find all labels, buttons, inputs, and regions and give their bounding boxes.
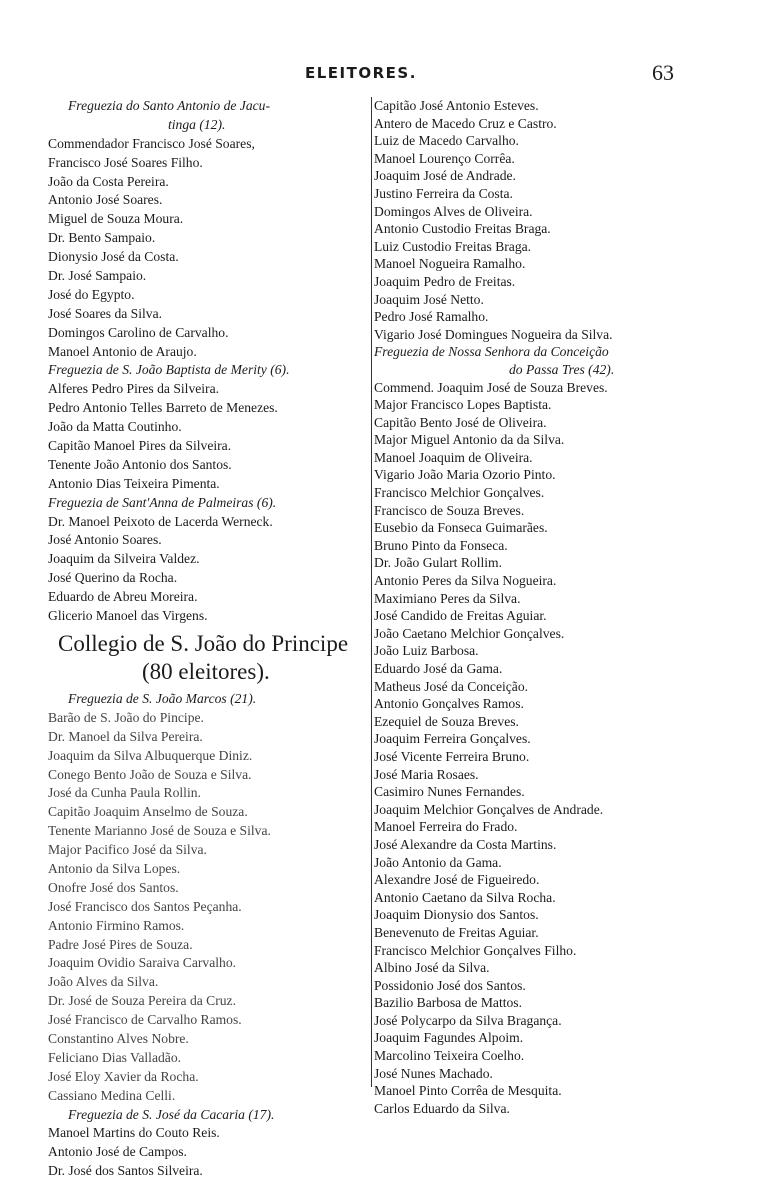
elector-name: Domingos Carolino de Carvalho. [48,324,229,340]
elector-name: Antonio Gonçalves Ramos. [374,696,524,712]
elector-name: Manoel Pinto Corrêa de Mesquita. [374,1083,562,1099]
elector-name: José Polycarpo da Silva Bragança. [374,1012,562,1028]
elector-name: Joaquim Ovidio Saraiva Carvalho. [48,955,237,971]
elector-name: Major Miguel Antonio da da Silva. [374,432,565,448]
elector-name: José Nunes Machado. [374,1065,493,1081]
elector-name: João da Matta Coutinho. [48,419,182,435]
elector-name: Luiz de Macedo Carvalho. [374,133,519,149]
elector-name: João Luiz Barbosa. [374,643,479,659]
elector-name: Bruno Pinto da Fonseca. [374,537,508,553]
elector-name: Benevenuto de Freitas Aguiar. [374,924,539,940]
elector-name: Joaquim José Netto. [374,291,484,307]
elector-name: Joaquim Fagundes Alpoim. [374,1030,524,1046]
elector-name: Carlos Eduardo da Silva. [374,1100,510,1116]
elector-name: Joaquim Melchior Gonçalves de Andrade. [374,801,604,817]
elector-name: José Maria Rosaes. [374,766,479,782]
elector-name: Manoel Martins do Couto Reis. [48,1125,220,1141]
elector-name: Dionysio José da Costa. [48,249,179,265]
elector-name: José Francisco de Carvalho Ramos. [48,1012,242,1028]
elector-name: Pedro José Ramalho. [374,309,489,325]
elector-name: João Caetano Melchior Gonçalves. [374,625,565,641]
elector-name: Manoel Joaquim de Oliveira. [374,449,533,465]
elector-name: Vigario João Maria Ozorio Pinto. [374,467,556,483]
elector-name: Alexandre José de Figueiredo. [374,872,540,888]
elector-name: Ezequiel de Souza Breves. [374,713,519,729]
elector-name: Padre José Pires de Souza. [48,936,193,952]
elector-name: José Vicente Ferreira Bruno. [374,748,530,764]
elector-name: José Francisco dos Santos Peçanha. [48,898,242,914]
elector-name: Major Francisco Lopes Baptista. [374,397,552,413]
elector-name: Antonio Peres da Silva Nogueira. [374,573,557,589]
elector-name: Antonio Custodio Freitas Braga. [374,221,551,237]
elector-name: Eusebio da Fonseca Guimarães. [374,520,548,536]
elector-name: Eduardo José da Gama. [374,661,503,676]
elector-name: José Alexandre da Costa Martins. [374,836,557,852]
elector-name: Onofre José dos Santos. [48,879,179,895]
elector-name: José do Egypto. [48,286,135,302]
page-header [0,62,768,88]
section-heading-continued: tinga (12). [168,116,226,132]
elector-name: Francisco Melchior Gonçalves Filho. [374,942,577,958]
elector-name: Justino Ferreira da Costa. [374,185,513,201]
elector-name: João Antonio da Gama. [374,854,502,870]
right-column [371,97,719,1116]
elector-name: Miguel de Souza Moura. [48,211,184,227]
elector-name: Joaquim da Silva Albuquerque Diniz. [48,747,253,763]
elector-name: Manoel Ferreira do Frado. [374,819,518,835]
elector-name: João da Costa Pereira. [48,173,169,189]
section-heading: Freguezia de S. José da Cacaria (17). [68,1106,275,1122]
elector-name: Antero de Macedo Cruz e Castro. [374,115,557,131]
elector-name: Major Pacifico José da Silva. [48,842,207,858]
elector-name: Tenente João Antonio dos Santos. [48,456,232,472]
elector-name: Dr. Bento Sampaio. [48,230,156,246]
elector-name: Barão de S. João do Pincipe. [48,709,204,725]
elector-name: José Candido de Freitas Aguiar. [374,608,547,624]
elector-name: Pedro Antonio Telles Barreto de Menezes. [48,400,278,416]
elector-name: Casimiro Nunes Fernandes. [374,784,525,800]
elector-name: Capitão Manoel Pires da Silveira. [48,438,232,454]
elector-name: Joaquim Dionysio dos Santos. [374,907,539,923]
elector-name: Domingos Alves de Oliveira. [374,203,533,219]
elector-name: Cassiano Medina Celli. [48,1087,176,1103]
elector-list [374,379,719,1118]
elector-name: Dr. João Gulart Rollim. [374,555,502,571]
elector-list [48,513,366,626]
section-heading: Freguezia de Sant'Anna de Palmeiras (6). [48,494,277,510]
college-subtitle: (80 eleitores). [142,658,270,684]
section-heading: Freguezia do Santo Antonio de Jacu- [68,98,270,113]
elector-name: José Eloy Xavier da Rocha. [48,1068,199,1084]
elector-name: Tenente Marianno José de Souza e Silva. [48,823,271,839]
elector-name: Dr. Manoel da Silva Pereira. [48,728,203,744]
elector-name: Antonio Caetano da Silva Rocha. [374,889,556,905]
elector-name: Dr. José dos Santos Silveira. [48,1163,203,1179]
elector-name: Conego Bento João de Souza e Silva. [48,766,252,782]
section-heading-continued: do Passa Tres (42). [509,361,615,377]
elector-name: Dr. Manoel Peixoto de Lacerda Werneck. [48,513,273,529]
elector-name: José da Cunha Paula Rollin. [48,785,201,801]
elector-name: Feliciano Dias Valladão. [48,1049,182,1065]
left-column [48,97,366,1181]
running-title: ELEITORES. [305,64,417,82]
elector-list [374,97,719,343]
college-title: Collegio de S. João do Principe [58,630,349,656]
elector-name: Matheus José da Conceição. [374,678,529,694]
elector-name: Luiz Custodio Freitas Braga. [374,238,532,254]
elector-name: Maximiano Peres da Silva. [374,590,521,606]
elector-name: Capitão Bento José de Oliveira. [374,414,547,430]
elector-name: Manoel Antonio de Araujo. [48,343,197,359]
elector-name: Dr. José de Souza Pereira da Cruz. [48,993,236,1009]
elector-name: José Querino da Rocha. [48,570,178,586]
elector-name: Bazilio Barbosa de Mattos. [374,995,522,1011]
elector-name: Possidonio José dos Santos. [374,977,526,993]
elector-name: José Soares da Silva. [48,305,163,321]
elector-list [48,135,366,362]
elector-name: Joaquim Ferreira Gonçalves. [374,731,531,747]
elector-name: Marcolino Teixeira Coelho. [374,1048,525,1064]
elector-name: Francisco José Soares Filho. [48,154,203,170]
elector-name: José Antonio Soares. [48,532,162,548]
elector-name: Albino José da Silva. [374,960,490,976]
elector-name: Joaquim da Silveira Valdez. [48,551,200,567]
section-heading: Freguezia de S. João Baptista de Merity (6). [48,362,290,378]
elector-name: Antonio Firmino Ramos. [48,917,185,933]
page-number: 63 [652,60,674,85]
elector-name: Dr. José Sampaio. [48,268,147,284]
elector-name: Antonio Dias Teixeira Pimenta. [48,475,220,491]
elector-name: Capitão Joaquim Anselmo de Souza. [48,804,248,820]
elector-name: João Alves da Silva. [48,974,159,990]
elector-name: Joaquim Pedro de Freitas. [374,273,516,289]
elector-name: Constantino Alves Nobre. [48,1030,189,1046]
elector-name: Antonio José de Campos. [48,1144,187,1160]
elector-name: Commend. Joaquim José de Souza Breves. [374,379,608,395]
elector-name: Capitão José Antonio Esteves. [374,98,539,113]
elector-name: Joaquim José de Andrade. [374,168,516,184]
elector-list [48,1124,366,1181]
elector-name: Francisco Melchior Gonçalves. [374,485,545,501]
elector-list [48,380,366,493]
elector-name: Eduardo de Abreu Moreira. [48,589,198,605]
elector-name: Vigario José Domingues Nogueira da Silva. [374,326,613,342]
elector-name: Glicerio Manoel das Virgens. [48,608,208,624]
elector-name: Alferes Pedro Pires da Silveira. [48,381,220,397]
elector-name: Antonio José Soares. [48,192,163,208]
elector-name: Francisco de Souza Breves. [374,502,525,518]
elector-list [48,709,366,1106]
elector-name: Commendador Francisco José Soares, [48,135,255,151]
section-heading: Freguezia de S. João Marcos (21). [68,690,257,706]
section-heading: Freguezia de Nossa Senhora da Conceição [374,344,609,360]
elector-name: Manoel Lourenço Corrêa. [374,150,515,166]
elector-name: Manoel Nogueira Ramalho. [374,256,526,272]
elector-name: Antonio da Silva Lopes. [48,860,181,876]
